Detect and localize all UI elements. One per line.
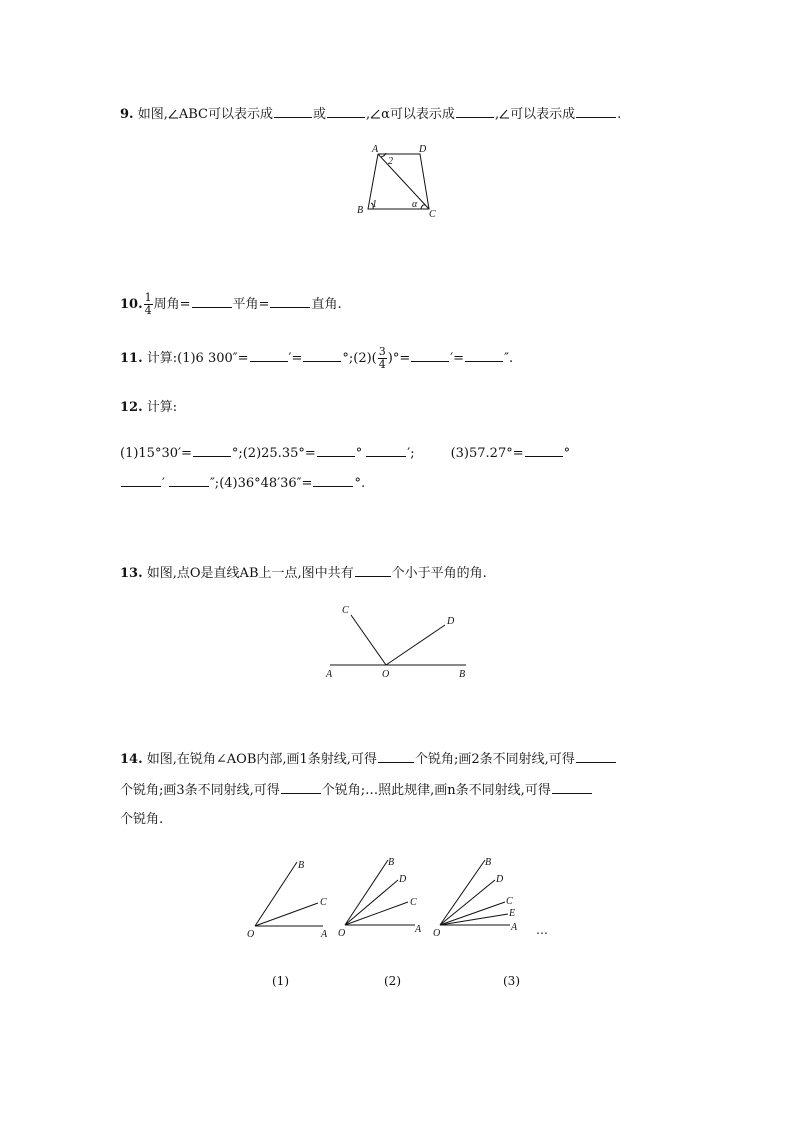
answer-blank[interactable] (192, 294, 232, 308)
question-14-line-3: 个锐角. (120, 812, 164, 827)
answer-blank[interactable] (456, 104, 494, 118)
question-9: 9. 如图, ABC可以表示成 或 , α可以表示成 , 可以表示成 . (120, 104, 621, 124)
label-alpha: α (412, 199, 418, 210)
answer-blank[interactable] (552, 780, 592, 794)
label-C: C (429, 209, 436, 220)
answer-blank[interactable] (576, 104, 616, 118)
svg-text:C: C (320, 897, 327, 908)
question-11: 11. 计算:(1)6 300″= ′= °;(2)( $\frac{3}{4}$ )°= ′= ″. (120, 345, 514, 371)
svg-text:A: A (321, 929, 328, 940)
continuation-ellipsis: … (536, 923, 548, 937)
answer-blank[interactable] (274, 104, 312, 118)
question-number: 12. (120, 400, 143, 415)
answer-blank[interactable] (169, 473, 209, 487)
svg-text:D: D (496, 874, 504, 885)
answer-blank[interactable] (576, 749, 616, 763)
angle-icon (168, 109, 179, 119)
svg-text:C: C (410, 897, 417, 908)
label-C: C (342, 605, 349, 616)
svg-text:E: E (509, 908, 516, 919)
acute-angle-figure-1 (245, 855, 335, 945)
figure-caption-3: (3) (503, 974, 520, 988)
answer-blank[interactable] (313, 473, 353, 487)
acute-angle-figure-3 (430, 850, 525, 945)
fraction: $\frac{3}{4}$ (378, 345, 386, 371)
label-A: A (372, 144, 379, 155)
label-2: 2 (388, 156, 393, 167)
svg-text:A: A (511, 922, 518, 933)
line-ab-figure (320, 600, 480, 685)
answer-blank[interactable] (270, 294, 310, 308)
answer-blank[interactable] (281, 780, 321, 794)
svg-text:O: O (338, 928, 346, 939)
svg-text:B: B (388, 857, 395, 868)
label-B: B (459, 669, 466, 680)
answer-blank[interactable] (411, 348, 449, 362)
question-number: 11. (120, 351, 143, 366)
angle-icon (499, 109, 510, 119)
svg-text:B: B (298, 860, 305, 871)
svg-text:A: A (415, 924, 422, 935)
answer-blank[interactable] (378, 749, 414, 763)
question-14-line-2: 个锐角;画3条不同射线,可得 个锐角;…照此规律,画n条不同射线,可得 (120, 780, 593, 800)
answer-blank[interactable] (121, 473, 161, 487)
fraction: $\frac{1}{4}$ (144, 291, 152, 317)
answer-blank[interactable] (355, 563, 391, 577)
question-number: 14. (120, 752, 143, 767)
question-number: 9. (120, 107, 134, 122)
question-14: 14. 如图,在锐角∠AOB内部,画1条射线,可得 个锐角;画2条不同射线,可得 (120, 749, 617, 769)
question-13: 13. 如图,点O是直线AB上一点,图中共有 个小于平角的角. (120, 563, 487, 583)
figure-caption-2: (2) (384, 974, 401, 988)
svg-text:D: D (399, 874, 407, 885)
label-D: D (447, 616, 455, 627)
label-B: B (357, 205, 364, 216)
question-12-line-1: (1)15°30′= °;(2)25.35°= ° ′; (3)57.27°= ° (120, 443, 570, 463)
question-12: 12. 计算: (120, 400, 178, 415)
answer-blank[interactable] (193, 443, 231, 457)
label-D: D (419, 144, 427, 155)
label-A: A (326, 669, 333, 680)
answer-blank[interactable] (317, 443, 355, 457)
question-number: 10. (120, 297, 143, 312)
trapezoid-figure (350, 140, 450, 225)
figure-caption-1: (1) (272, 974, 289, 988)
answer-blank[interactable] (303, 348, 341, 362)
answer-blank[interactable] (366, 443, 406, 457)
label-1: 1 (372, 199, 377, 210)
question-12-line-2: ′ ″;(4)36°48′36″= °. (120, 473, 365, 493)
answer-blank[interactable] (465, 348, 503, 362)
acute-angle-figure-2 (335, 850, 430, 945)
answer-blank[interactable] (525, 443, 563, 457)
question-10: 10. $\frac{1}{4}$ 周角= 平角= 直角. (120, 291, 342, 317)
svg-text:O: O (433, 928, 441, 939)
svg-text:O: O (247, 929, 255, 940)
angle-icon (370, 109, 381, 119)
svg-text:B: B (485, 857, 492, 868)
label-O: O (382, 669, 390, 680)
answer-blank[interactable] (327, 104, 365, 118)
svg-text:C: C (506, 896, 513, 907)
answer-blank[interactable] (250, 348, 288, 362)
question-number: 13. (120, 566, 143, 581)
